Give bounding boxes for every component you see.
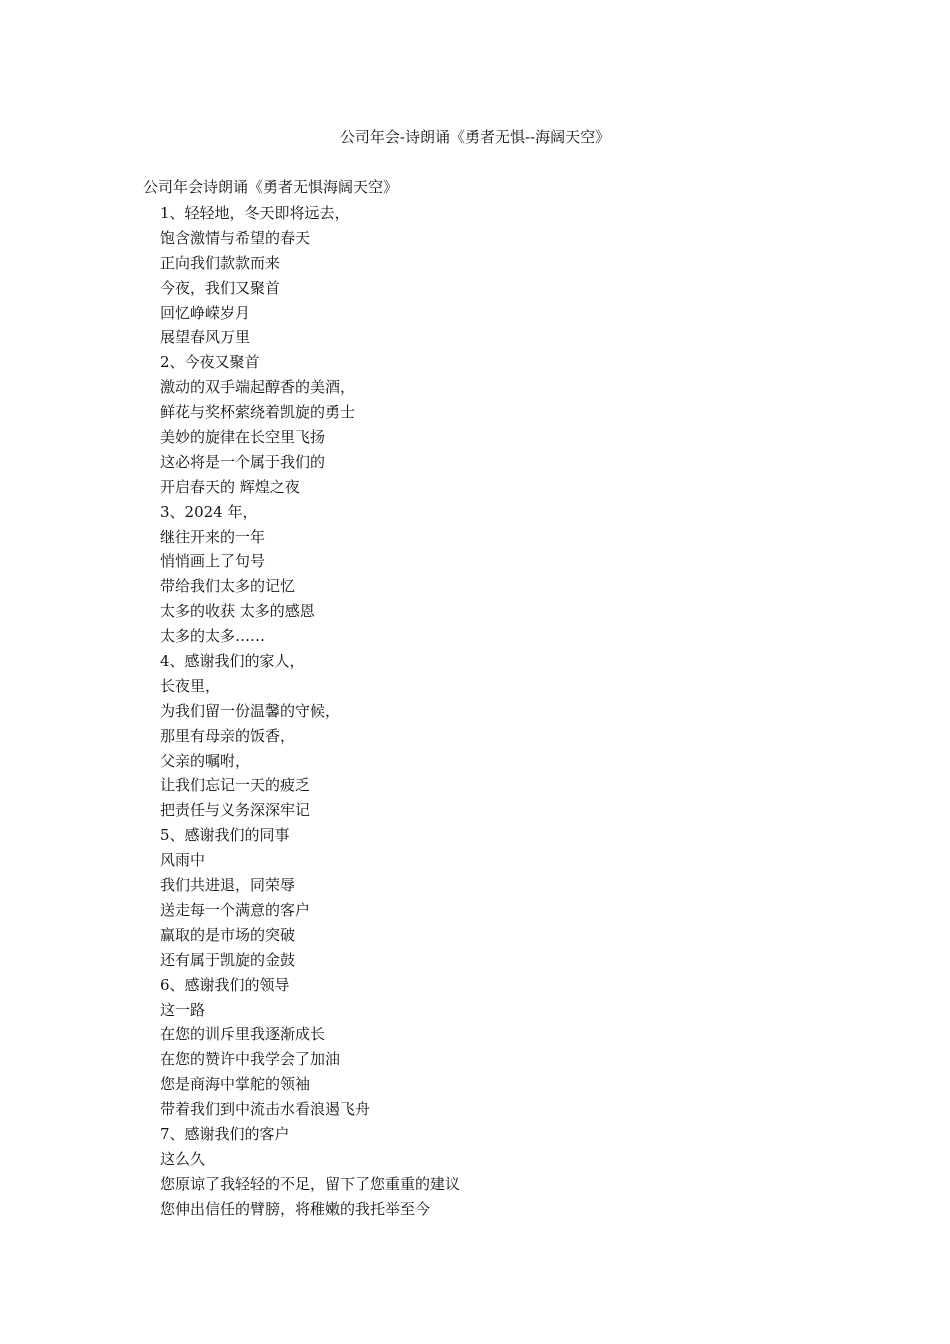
poem-line: 那里有母亲的饭香， <box>160 726 296 745</box>
poem-line: 太多的收获 太多的感恩 <box>160 602 315 621</box>
poem-line: 3、2024 年， <box>160 502 258 521</box>
poem-line: 开启春天的 辉煌之夜 <box>160 477 300 496</box>
poem-line: 风雨中 <box>160 851 206 870</box>
poem-line: 今夜，我们又聚首 <box>160 278 281 297</box>
poem-lines <box>160 201 460 1222</box>
poem-line: 把责任与义务深深牢记 <box>160 801 311 820</box>
poem-line: 让我们忘记一天的疲乏 <box>160 776 311 795</box>
poem-line: 带着我们到中流击水看浪遏飞舟 <box>160 1100 371 1119</box>
poem-line: 这么久 <box>160 1149 206 1168</box>
poem-line: 在您的赞许中我学会了加油 <box>160 1050 341 1069</box>
poem-line: 太多的太多…… <box>160 627 266 646</box>
poem-line: 送走每一个满意的客户 <box>160 900 311 919</box>
poem-line: 这一路 <box>160 1000 206 1019</box>
poem-line: 为我们留一份温馨的守候， <box>160 701 341 720</box>
poem-line: 展望春风万里 <box>160 328 251 347</box>
poem-line: 5、感谢我们的同事 <box>160 826 290 845</box>
poem-line: 带给我们太多的记忆 <box>160 577 296 596</box>
poem-line: 我们共进退，同荣辱 <box>160 876 296 895</box>
poem-line: 美妙的旋律在长空里飞扬 <box>160 428 326 447</box>
poem-line: 这必将是一个属于我们的 <box>160 452 326 471</box>
poem-line: 1、轻轻地，冬天即将远去， <box>160 204 350 222</box>
poem-line: 父亲的嘱咐， <box>160 751 251 770</box>
poem-line: 您原谅了我轻轻的不足，留下了您重重的建议 <box>160 1174 461 1193</box>
poem-line: 还有属于凯旋的金鼓 <box>160 950 296 969</box>
poem-line: 赢取的是市场的突破 <box>160 925 296 944</box>
poem-line: 在您的训斥里我逐渐成长 <box>160 1025 326 1044</box>
poem-line: 悄悄画上了句号 <box>160 552 266 571</box>
poem-line: 激动的双手端起醇香的美酒， <box>160 378 356 397</box>
poem-line: 您是商海中掌舵的领袖 <box>160 1075 311 1094</box>
poem-line: 鲜花与奖杯萦绕着凯旋的勇士 <box>160 403 356 422</box>
poem-line: 继往开来的一年 <box>160 527 266 546</box>
poem-line: 6、感谢我们的领导 <box>160 975 290 994</box>
poem-line: 长夜里， <box>160 676 221 695</box>
poem-line: 4、感谢我们的家人， <box>160 652 305 671</box>
poem-line: 7、感谢我们的客户 <box>160 1124 290 1143</box>
document-title: 公司年会-诗朗诵《勇者无惧--海阔天空》 <box>339 128 611 146</box>
poem-line: 饱含激情与希望的春天 <box>160 228 311 247</box>
poem-line: 2、今夜又聚首 <box>160 353 260 372</box>
poem-line: 回忆峥嵘岁月 <box>160 303 251 322</box>
poem-heading: 公司年会诗朗诵《勇者无惧海阔天空》 <box>143 178 399 196</box>
poem-line: 正向我们款款而来 <box>160 253 281 272</box>
poem-line: 您伸出信任的臂膀，将稚嫩的我托举至今 <box>160 1199 431 1218</box>
